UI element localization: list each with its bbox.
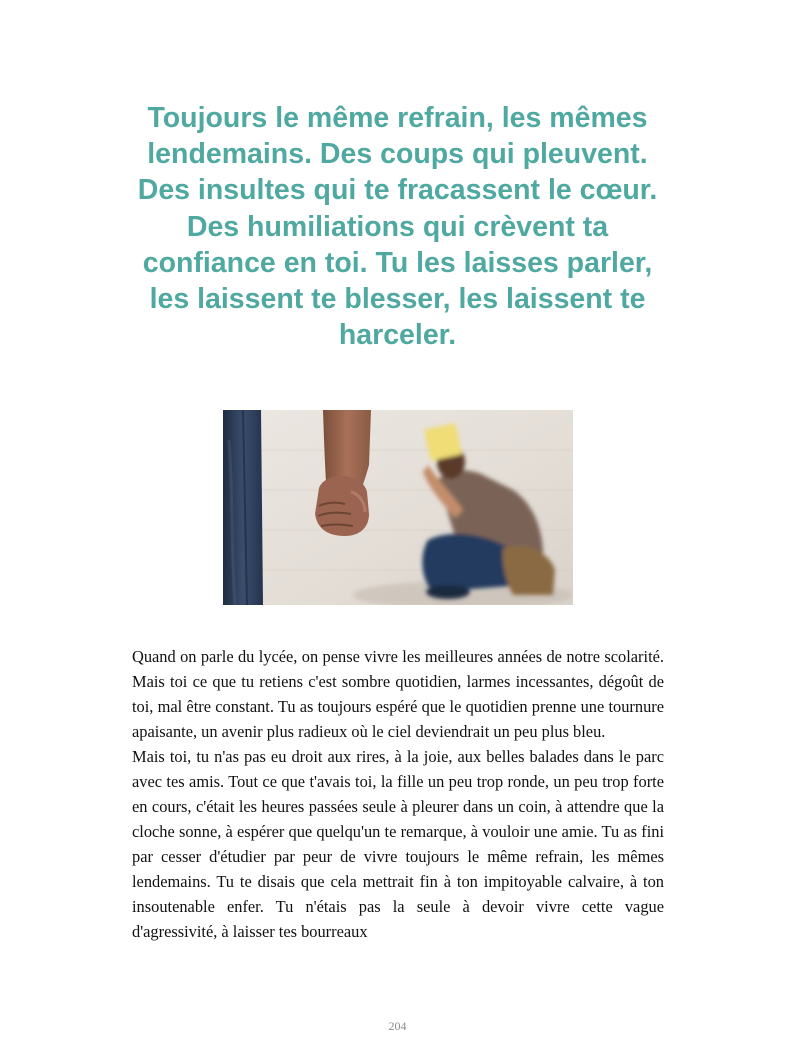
photo-illustration (223, 410, 573, 605)
aggressor-legs (223, 410, 263, 605)
page-number: 204 (388, 1019, 407, 1033)
paragraph-2: Mais toi, tu n'as pas eu droit aux rires, à la joie, aux belles balades dans le parc avec tes amis. Tout ce que t'avais toi, la fille un peu trop ronde, un peu trop forte en cours, c'était les heures passées seule à pleurer dans un coin, à attendre que la cloche sonne, à espérer que quelqu'un te remarque, à vouloir une amie. Tu as fini par cesser d'étudier par peur de vivre toujours le même refrain, les mêmes lendemains. Tu te disais que cela mettrait fin à ton impitoyable calvaire, à ton insoutenable enfer. Tu n'étais pas la seule à devoir vivre cette vague d'agressivité, à laisser tes bourreaux (132, 747, 664, 941)
bullying-photo (223, 410, 573, 605)
body-text (132, 644, 664, 944)
headline: Toujours le même refrain, les mêmes lendemains. Des coups qui pleuvent. Des insultes qui te fracassent le cœur. Des humiliations qui crèvent ta confiance en toi. Tu les laisses parler, les laissent te blesser, les laissent te harceler. (137, 102, 658, 352)
paragraph-1: Quand on parle du lycée, on pense vivre les meilleures années de notre scolarité. Mais toi ce que tu retiens c'est sombre quotidien, larmes incessantes, dégoût de toi, mal être constant. Tu as toujours espéré que le quotidien prenne une tournure apaisante, un avenir plus radieux où le ciel deviendrait un peu plus bleu. (132, 647, 664, 741)
